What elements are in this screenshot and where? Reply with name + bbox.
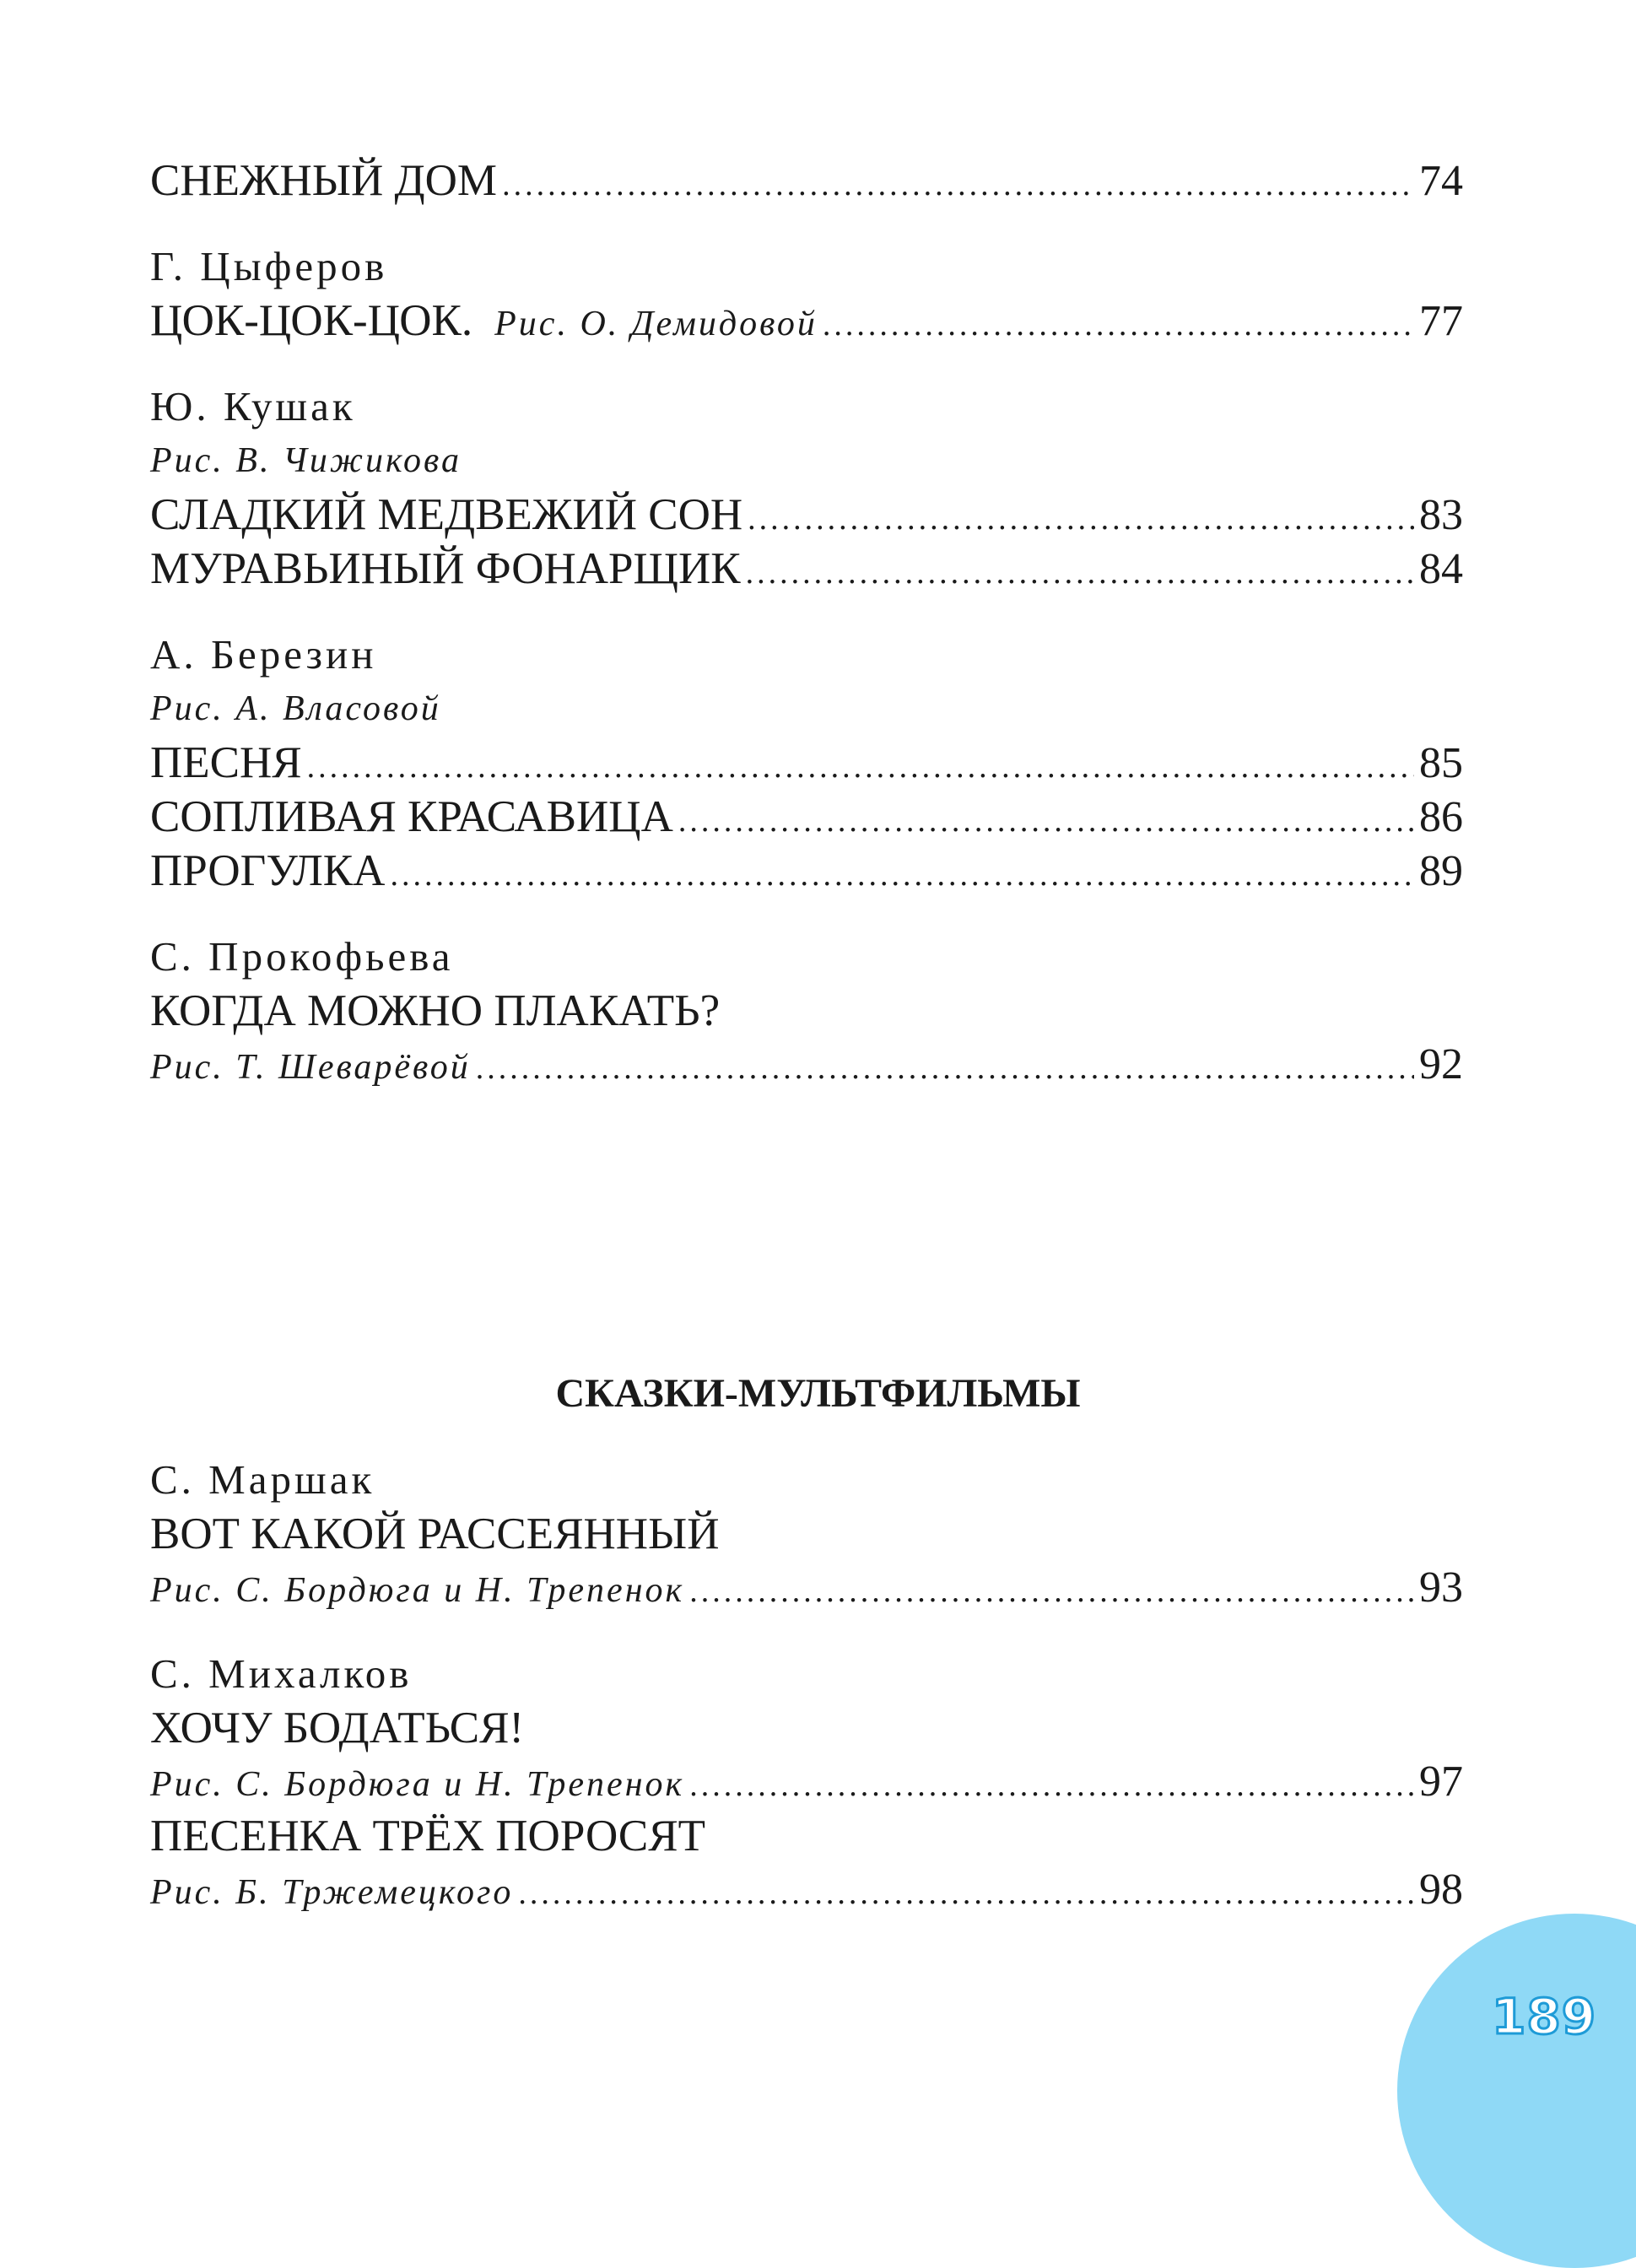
page-ref: 85 (1419, 739, 1463, 787)
author-name: Ю. Кушак (150, 383, 356, 429)
toc-entry[interactable] (150, 1561, 1463, 1615)
page-ref: 77 (1419, 297, 1463, 345)
dot-leader (502, 158, 1414, 212)
dot-leader (476, 1041, 1414, 1095)
toc-entry[interactable] (150, 154, 1463, 208)
toc-group (150, 380, 1463, 596)
toc-entry[interactable] (150, 844, 1463, 898)
illustrator-credit: Рис. С. Бордюга и Н. Трепенок (150, 1765, 685, 1804)
entry-title: СОПЛИВАЯ КРАСАВИЦА (150, 792, 673, 841)
illustrator-credit: Рис. С. Бордюга и Н. Трепенок (150, 1571, 685, 1610)
page-ref: 74 (1419, 157, 1463, 205)
dot-leader (746, 546, 1414, 600)
dot-leader (689, 1564, 1414, 1618)
toc-group (150, 930, 1463, 1092)
toc-part-2 (150, 1453, 1463, 1949)
dot-leader (307, 740, 1414, 794)
entry-title: СНЕЖНЫЙ ДОМ (150, 156, 498, 205)
illustrator-credit: Рис. В. Чижикова (150, 441, 462, 480)
page-ref: 92 (1419, 1040, 1463, 1088)
entry-title: МУРАВЬИНЫЙ ФОНАРЩИК (150, 544, 741, 593)
toc-entry[interactable] (150, 488, 1463, 542)
page-ref: 93 (1419, 1563, 1463, 1612)
section-heading: СКАЗКИ-МУЛЬТФИЛЬМЫ (555, 1371, 1081, 1416)
page-ref: 89 (1419, 847, 1463, 895)
toc-entry[interactable] (150, 790, 1463, 844)
page-number: 189 (1492, 1988, 1597, 2045)
author-name: Г. Цыферов (150, 243, 388, 289)
page-ref: 97 (1419, 1758, 1463, 1806)
toc-group (150, 154, 1463, 208)
toc-entry[interactable] (150, 1863, 1463, 1917)
dot-leader (823, 298, 1414, 352)
entry-title: ПЕСНЯ (150, 738, 302, 787)
toc-entry[interactable] (150, 1755, 1463, 1809)
illustrator-credit: Рис. Т. Шеварёвой (150, 1048, 471, 1087)
toc-entry[interactable] (150, 542, 1463, 596)
page-ref: 83 (1419, 491, 1463, 539)
author-name: С. Прокофьева (150, 933, 454, 980)
story-title: ПЕСЕНКА ТРЁХ ПОРОСЯТ (150, 1812, 705, 1860)
author-name: А. Березин (150, 631, 377, 678)
page-ref: 84 (1419, 545, 1463, 593)
toc-entry[interactable] (150, 1038, 1463, 1092)
dot-leader (678, 794, 1414, 848)
illustrator-credit: Рис. Б. Тржемецкого (150, 1873, 514, 1912)
toc-entry[interactable] (150, 294, 1463, 348)
dot-leader (689, 1758, 1414, 1812)
story-title: ВОТ КАКОЙ РАССЕЯННЫЙ (150, 1509, 720, 1558)
dot-leader (390, 848, 1414, 902)
page-ref: 86 (1419, 793, 1463, 841)
page-ref: 98 (1419, 1866, 1463, 1914)
toc-group (150, 1453, 1463, 1615)
page-number-badge (1397, 1914, 1636, 2268)
illustrator-credit: Рис. О. Демидовой (494, 305, 818, 343)
toc-part-1 (150, 154, 1463, 1124)
toc-group (150, 240, 1463, 348)
dot-leader (518, 1866, 1414, 1920)
entry-title: ЦОК-ЦОК-ЦОК. (150, 296, 473, 345)
entry-title: СЛАДКИЙ МЕДВЕЖИЙ СОН (150, 490, 743, 539)
story-title: КОГДА МОЖНО ПЛАКАТЬ? (150, 986, 721, 1035)
entry-title: ПРОГУЛКА (150, 846, 386, 895)
author-name: С. Михалков (150, 1650, 413, 1697)
dot-leader (748, 492, 1414, 546)
toc-group (150, 628, 1463, 898)
author-name: С. Маршак (150, 1456, 375, 1503)
illustrator-credit: Рис. А. Власовой (150, 689, 441, 728)
story-title: ХОЧУ БОДАТЬСЯ! (150, 1704, 525, 1752)
toc-group (150, 1647, 1463, 1917)
toc-entry[interactable] (150, 736, 1463, 790)
